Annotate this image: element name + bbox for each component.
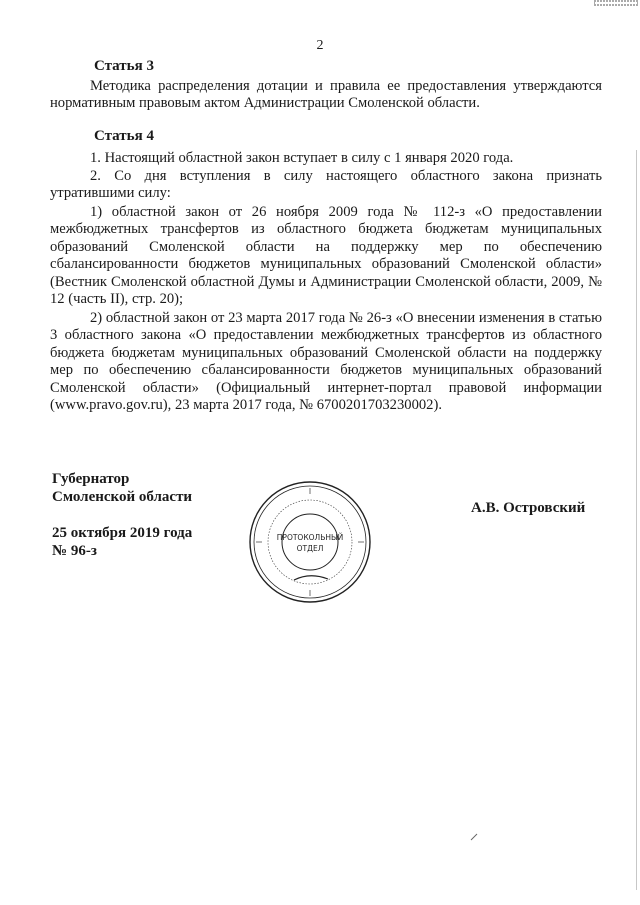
page-number: 2 [316,38,324,53]
signatory-name: А.В. Островский [471,500,586,516]
seal-center-line-2: ОТДЕЛ [296,544,324,553]
margin-tick-mark [470,833,478,841]
scan-corner-mark [594,0,638,8]
scan-edge-line [636,150,637,890]
article-4-item-1: 1) областной закон от 26 ноября 2009 года № 112-з «О предоставлении межбюджетных трансфертов из областного бюджета бюджетам муниципальных образований Смоленской области на поддержку мер по обеспечению сбалансированности бюджетов муниципальных образований Смоленской области» (Вестник Смоленской областной Думы и Администрации Смоленской области, 2009, № 12 (часть II), стр. 20); [50,204,602,308]
article-3-title: Статья 3 [94,58,154,74]
official-seal [248,480,372,604]
law-number: № 96-з [52,543,97,559]
signatory-position-line-1: Губернатор [52,471,130,487]
law-date-number [52,524,192,560]
signatory-position-line-2: Смоленской области [52,489,193,505]
article-3-text: Методика распределения дотации и правила ее предоставления утверждаются нормативным правовым актом Администрации Смоленской области. [50,78,602,112]
seal-center-line-1: ПРОТОКОЛЬНЫЙ [276,533,344,542]
article-4-paragraph-2: 2. Со дня вступления в силу настоящего областного закона признать утратившими силу: [50,168,602,202]
article-4-title: Статья 4 [94,128,154,144]
law-date: 25 октября 2019 года [52,525,193,541]
article-4-item-2: 2) областной закон от 23 марта 2017 года № 26-з «О внесении изменения в статью 3 областного закона «О предоставлении межбюджетных трансфертов из областного бюджета бюджетам муниципальных образований Смоленской области на поддержку мер по обеспечению сбалансированности бюджетов муниципальных образований Смоленской области» (Официальный интернет-портал правовой информации (www.pravo.gov.ru), 23 марта 2017 года, № 6700201703230002). [50,310,602,414]
article-4-paragraph-1: 1. Настоящий областной закон вступает в силу с 1 января 2020 года. [90,150,514,166]
signatory-position [52,470,192,506]
